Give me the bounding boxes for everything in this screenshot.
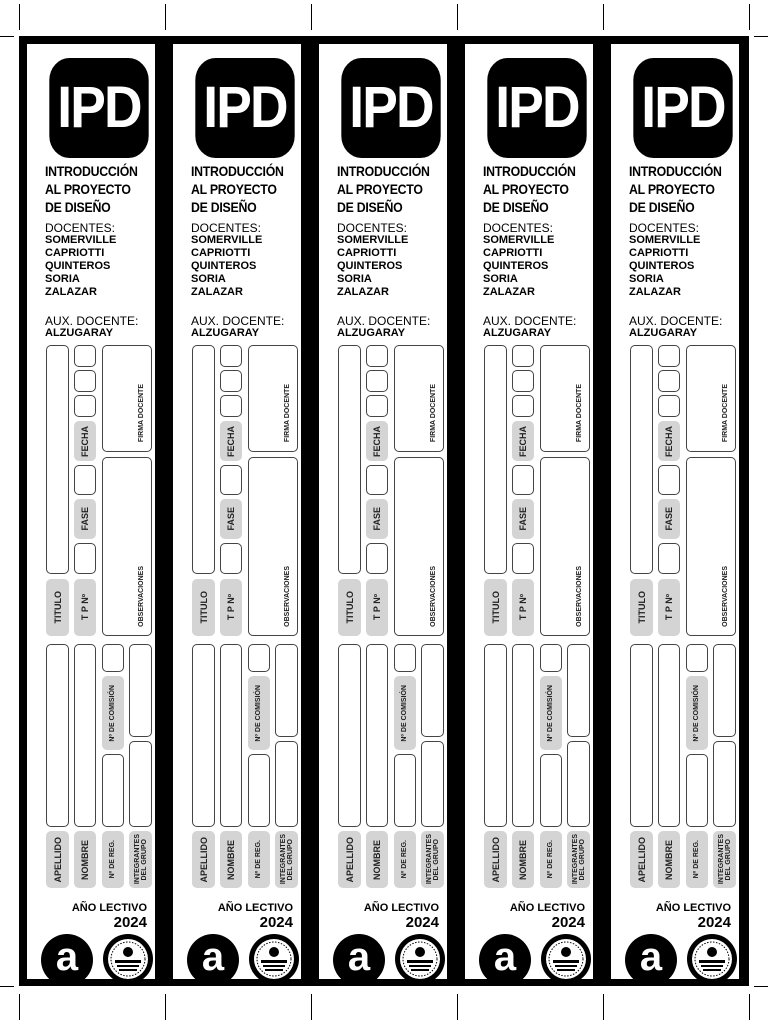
a-emblem-icon: a (625, 934, 677, 979)
fase-field[interactable] (658, 465, 680, 495)
docentes-list (629, 234, 700, 299)
fase-field[interactable] (366, 543, 388, 574)
titulo-field[interactable] (338, 345, 361, 574)
integrantes-field[interactable] (713, 741, 736, 827)
year-value: 2024 (551, 914, 585, 931)
aux-docente-name: ALZUGARAY (45, 327, 114, 339)
ipd-logo: IPD (195, 58, 294, 158)
docente-name: ZALAZAR (191, 286, 243, 298)
docente-name: CAPRIOTTI (45, 247, 105, 259)
tp-no-label: T P Nº (658, 579, 680, 636)
apellido-label: APELLIDO (338, 831, 361, 888)
docente-name: SORIA (483, 273, 518, 285)
docente-name: QUINTEROS (483, 260, 549, 272)
titulo-label: TITULO (630, 579, 653, 636)
spine-label (27, 44, 155, 979)
fecha-field[interactable] (366, 395, 388, 417)
firma-docente-label: FIRMA DOCENTE (284, 384, 291, 443)
ano-lectivo-label: AÑO LECTIVO (363, 902, 439, 914)
title-line: INTRODUCCIÓN (337, 163, 430, 179)
integrantes-field[interactable] (567, 644, 590, 737)
firma-docente-label: FIRMA DOCENTE (722, 384, 729, 443)
title-line: INTRODUCCIÓN (629, 163, 722, 179)
fase-label: FASE (366, 499, 388, 539)
title-line: INTRODUCCIÓN (191, 163, 284, 179)
fase-field[interactable] (220, 543, 242, 574)
crop-mark (457, 4, 458, 30)
no-reg-label: Nº DE REG. (686, 831, 708, 888)
title-line: DE DISEÑO (483, 199, 549, 215)
nombre-field[interactable] (74, 644, 96, 827)
no-reg-field[interactable] (394, 754, 416, 827)
aux-docente-label: AUX. DOCENTE: (629, 314, 723, 328)
fase-label: FASE (658, 499, 680, 539)
docente-name: QUINTEROS (45, 260, 111, 272)
docente-name: SOMERVILLE (629, 234, 701, 246)
no-reg-field[interactable] (248, 754, 270, 827)
docentes-list (45, 234, 116, 299)
nombre-field[interactable] (658, 644, 680, 827)
observaciones-label: OBSERVACIONES (284, 566, 291, 627)
integrantes-field[interactable] (129, 741, 152, 827)
docentes-label: DOCENTES: (629, 221, 700, 235)
course-title (337, 162, 434, 216)
apellido-label: APELLIDO (484, 831, 507, 888)
year-value: 2024 (405, 914, 439, 931)
titulo-field[interactable] (630, 345, 653, 574)
a-emblem-icon: a (187, 934, 239, 979)
integrantes-label: INTEGRANTES DEL GRUPO (713, 831, 736, 888)
comision-field[interactable] (102, 644, 124, 672)
title-line: AL PROYECTO (191, 181, 277, 197)
docentes-label: DOCENTES: (483, 221, 554, 235)
crop-mark (603, 4, 604, 30)
fecha-field[interactable] (74, 345, 96, 367)
nombre-field[interactable] (220, 644, 242, 827)
fecha-field[interactable] (220, 345, 242, 367)
integrantes-field[interactable] (421, 644, 444, 737)
fase-field[interactable] (658, 543, 680, 574)
crop-mark (0, 986, 14, 987)
docente-name: SORIA (191, 273, 226, 285)
docentes-list (191, 234, 262, 299)
titulo-field[interactable] (192, 345, 215, 574)
crop-mark (165, 4, 166, 30)
integrantes-label: INTEGRANTES DEL GRUPO (275, 831, 298, 888)
fase-field[interactable] (512, 543, 534, 574)
title-line: INTRODUCCIÓN (45, 163, 138, 179)
crop-mark (19, 4, 20, 30)
integrantes-field[interactable] (129, 644, 152, 737)
docente-name: QUINTEROS (629, 260, 695, 272)
integrantes-field[interactable] (421, 741, 444, 827)
comision-field[interactable] (248, 644, 270, 672)
crop-mark (19, 994, 20, 1020)
comision-field[interactable] (686, 644, 708, 672)
integrantes-field[interactable] (275, 741, 298, 827)
docente-name: ZALAZAR (483, 286, 535, 298)
comision-field[interactable] (394, 644, 416, 672)
firma-docente-label: FIRMA DOCENTE (138, 384, 145, 443)
titulo-field[interactable] (46, 345, 69, 574)
docentes-label: DOCENTES: (45, 221, 116, 235)
apellido-label: APELLIDO (192, 831, 215, 888)
spine-label (465, 44, 593, 979)
ano-lectivo-label: AÑO LECTIVO (509, 902, 585, 914)
university-seal-icon (103, 934, 153, 979)
title-line: DE DISEÑO (45, 199, 111, 215)
firma-docente-label: FIRMA DOCENTE (430, 384, 437, 443)
titulo-field[interactable] (484, 345, 507, 574)
firma-docente-label: FIRMA DOCENTE (576, 384, 583, 443)
docentes-list (483, 234, 554, 299)
fecha-field[interactable] (74, 395, 96, 417)
integrantes-label: INTEGRANTES DEL GRUPO (421, 831, 444, 888)
docente-name: SORIA (629, 273, 664, 285)
a-emblem-icon: a (479, 934, 531, 979)
observaciones-label: OBSERVACIONES (722, 566, 729, 627)
docente-name: QUINTEROS (337, 260, 403, 272)
fecha-field[interactable] (366, 370, 388, 392)
aux-docente-label: AUX. DOCENTE: (45, 314, 139, 328)
docentes-label: DOCENTES: (337, 221, 408, 235)
fecha-field[interactable] (658, 370, 680, 392)
fecha-field[interactable] (512, 370, 534, 392)
nombre-label: NOMBRE (74, 831, 96, 888)
year-value: 2024 (697, 914, 731, 931)
apellido-field[interactable] (484, 644, 507, 827)
comision-label: Nº DE COMISIÓN (540, 676, 562, 750)
aux-docente-name: ALZUGARAY (483, 327, 552, 339)
fecha-label: FECHA (74, 421, 96, 461)
title-line: AL PROYECTO (629, 181, 715, 197)
docente-name: SOMERVILLE (191, 234, 263, 246)
integrantes-field[interactable] (713, 644, 736, 737)
no-reg-field[interactable] (102, 754, 124, 827)
docentes-list (337, 234, 408, 299)
apellido-label: APELLIDO (46, 831, 69, 888)
fase-field[interactable] (74, 543, 96, 574)
aux-docente-label: AUX. DOCENTE: (191, 314, 285, 328)
tp-no-label: T P Nº (512, 579, 534, 636)
docente-name: CAPRIOTTI (483, 247, 543, 259)
fecha-field[interactable] (512, 345, 534, 367)
fecha-field[interactable] (658, 345, 680, 367)
comision-label: Nº DE COMISIÓN (248, 676, 270, 750)
nombre-label: NOMBRE (658, 831, 680, 888)
fecha-label: FECHA (220, 421, 242, 461)
docentes-label: DOCENTES: (191, 221, 262, 235)
title-line: AL PROYECTO (45, 181, 131, 197)
nombre-field[interactable] (366, 644, 388, 827)
no-reg-label: Nº DE REG. (540, 831, 562, 888)
docente-name: CAPRIOTTI (191, 247, 251, 259)
nombre-label: NOMBRE (220, 831, 242, 888)
fecha-field[interactable] (74, 370, 96, 392)
nombre-field[interactable] (512, 644, 534, 827)
fase-field[interactable] (74, 465, 96, 495)
titulo-label: TITULO (484, 579, 507, 636)
docente-name: QUINTEROS (191, 260, 257, 272)
aux-docente-name: ALZUGARAY (337, 327, 406, 339)
course-title (483, 162, 580, 216)
tp-no-label: T P Nº (220, 579, 242, 636)
no-reg-label: Nº DE REG. (394, 831, 416, 888)
spine-label (319, 44, 447, 979)
docente-name: CAPRIOTTI (629, 247, 689, 259)
crop-mark (754, 986, 768, 987)
fecha-field[interactable] (366, 345, 388, 367)
fase-field[interactable] (220, 465, 242, 495)
fecha-field[interactable] (220, 395, 242, 417)
fase-label: FASE (220, 499, 242, 539)
apellido-label: APELLIDO (630, 831, 653, 888)
docente-name: ZALAZAR (337, 286, 389, 298)
ipd-logo: IPD (633, 58, 732, 158)
titulo-label: TITULO (338, 579, 361, 636)
nombre-label: NOMBRE (366, 831, 388, 888)
apellido-field[interactable] (192, 644, 215, 827)
university-seal-icon (541, 934, 591, 979)
aux-docente-name: ALZUGARAY (191, 327, 260, 339)
crop-mark (311, 4, 312, 30)
ano-lectivo-label: AÑO LECTIVO (71, 902, 147, 914)
ipd-logo: IPD (487, 58, 586, 158)
integrantes-field[interactable] (567, 741, 590, 827)
fase-field[interactable] (512, 465, 534, 495)
title-line: DE DISEÑO (629, 199, 695, 215)
apellido-field[interactable] (630, 644, 653, 827)
docente-name: SOMERVILLE (483, 234, 555, 246)
spine-label (173, 44, 301, 979)
ano-lectivo-label: AÑO LECTIVO (217, 902, 293, 914)
docente-name: SORIA (45, 273, 80, 285)
observaciones-label: OBSERVACIONES (576, 566, 583, 627)
fase-label: FASE (512, 499, 534, 539)
fecha-field[interactable] (220, 370, 242, 392)
docente-name: SOMERVILLE (337, 234, 409, 246)
a-emblem-icon: a (41, 934, 93, 979)
apellido-field[interactable] (338, 644, 361, 827)
course-title (629, 162, 726, 216)
fecha-label: FECHA (658, 421, 680, 461)
year-value: 2024 (259, 914, 293, 931)
comision-label: Nº DE COMISIÓN (102, 676, 124, 750)
fecha-label: FECHA (512, 421, 534, 461)
integrantes-label: INTEGRANTES DEL GRUPO (129, 831, 152, 888)
docente-name: CAPRIOTTI (337, 247, 397, 259)
observaciones-label: OBSERVACIONES (430, 566, 437, 627)
integrantes-label: INTEGRANTES DEL GRUPO (567, 831, 590, 888)
crop-mark (754, 36, 768, 37)
ipd-logo: IPD (341, 58, 440, 158)
no-reg-field[interactable] (540, 754, 562, 827)
crop-mark (0, 36, 14, 37)
title-line: INTRODUCCIÓN (483, 163, 576, 179)
aux-docente-label: AUX. DOCENTE: (337, 314, 431, 328)
observaciones-label: OBSERVACIONES (138, 566, 145, 627)
fecha-label: FECHA (366, 421, 388, 461)
year-value: 2024 (113, 914, 147, 931)
course-title (45, 162, 142, 216)
apellido-field[interactable] (46, 644, 69, 827)
docente-name: ZALAZAR (45, 286, 97, 298)
university-seal-icon (249, 934, 299, 979)
title-line: AL PROYECTO (337, 181, 423, 197)
university-seal-icon (395, 934, 445, 979)
fecha-field[interactable] (658, 395, 680, 417)
titulo-label: TITULO (46, 579, 69, 636)
spine-label-sheet (19, 36, 749, 986)
ano-lectivo-label: AÑO LECTIVO (655, 902, 731, 914)
crop-mark (457, 994, 458, 1020)
titulo-label: TITULO (192, 579, 215, 636)
docente-name: SORIA (337, 273, 372, 285)
crop-mark (749, 4, 750, 30)
ipd-logo: IPD (49, 58, 148, 158)
a-emblem-icon: a (333, 934, 385, 979)
nombre-label: NOMBRE (512, 831, 534, 888)
fecha-field[interactable] (512, 395, 534, 417)
no-reg-label: Nº DE REG. (248, 831, 270, 888)
university-seal-icon (687, 934, 737, 979)
docente-name: ZALAZAR (629, 286, 681, 298)
docente-name: SOMERVILLE (45, 234, 117, 246)
tp-no-label: T P Nº (74, 579, 96, 636)
aux-docente-name: ALZUGARAY (629, 327, 698, 339)
crop-mark (749, 994, 750, 1020)
no-reg-label: Nº DE REG. (102, 831, 124, 888)
spine-label (611, 44, 739, 979)
crop-mark (165, 994, 166, 1020)
comision-label: Nº DE COMISIÓN (686, 676, 708, 750)
crop-mark (603, 994, 604, 1020)
title-line: DE DISEÑO (191, 199, 257, 215)
fase-field[interactable] (366, 465, 388, 495)
title-line: DE DISEÑO (337, 199, 403, 215)
integrantes-field[interactable] (275, 644, 298, 737)
no-reg-field[interactable] (686, 754, 708, 827)
course-title (191, 162, 288, 216)
comision-field[interactable] (540, 644, 562, 672)
aux-docente-label: AUX. DOCENTE: (483, 314, 577, 328)
title-line: AL PROYECTO (483, 181, 569, 197)
crop-mark (311, 994, 312, 1020)
tp-no-label: T P Nº (366, 579, 388, 636)
comision-label: Nº DE COMISIÓN (394, 676, 416, 750)
fase-label: FASE (74, 499, 96, 539)
